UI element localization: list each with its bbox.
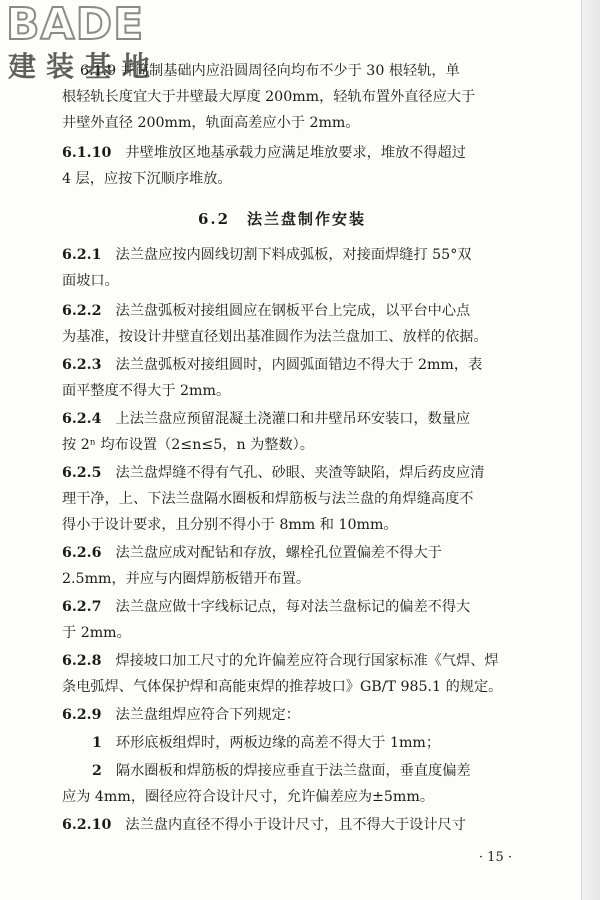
item-text: 环形底板组焊时，两板边缘的高差不得大于 1mm； — [115, 735, 441, 751]
clause-text: 法兰盘组焊应符合下列规定： — [115, 707, 300, 723]
clause-6-2-10 — [62, 816, 548, 835]
text-line: 按 2ⁿ 均布设置（2≤n≤5，n 为整数）。 — [62, 437, 314, 453]
text-line: 理干净，上、下法兰盘隔水圈板和焊筋板与法兰盘的角焊缝高度不 — [62, 491, 474, 507]
clause-text: 上法兰盘应预留混凝土浇灌口和井壁吊环安装口，数量应 — [115, 411, 471, 427]
clause-number: 6.2.2 — [62, 303, 102, 319]
text-line: 4 层，应按下沉顺序堆放。 — [62, 171, 232, 187]
list-item — [92, 734, 548, 753]
clause-number: 6.2.8 — [62, 653, 102, 669]
text-line: 面坡口。 — [62, 273, 119, 289]
text-line: 得小于设计要求，且分别不得小于 8mm 和 10mm。 — [62, 517, 398, 533]
text-line: 井壁外直径 200mm，轨面高差应小于 2mm。 — [62, 115, 360, 131]
clause-number: 6.2.4 — [62, 411, 102, 427]
clause-6-2-3 — [62, 356, 548, 375]
page-edge — [581, 0, 600, 900]
clause-number: 6.2.6 — [62, 545, 102, 561]
clause-number: 6.2.5 — [62, 465, 102, 481]
text-line: 条电弧焊、气体保护焊和高能束焊的推荐坡口》GB/T 985.1 的规定。 — [62, 679, 503, 695]
list-item — [92, 762, 548, 781]
clause-text: 法兰盘弧板对接组圆时，内圆弧面错边不得大于 2mm，表 — [115, 357, 483, 373]
text-line: 为基准，按设计井壁直径划出基准圆作为法兰盘加工、放样的依据。 — [62, 329, 488, 345]
clause-6-1-10 — [62, 144, 548, 163]
clause-6-2-7 — [62, 598, 548, 617]
clause-number: 6.2.1 — [62, 247, 102, 263]
clause-number: 6.2.7 — [62, 599, 102, 615]
watermark-logo — [6, 0, 176, 96]
clause-number: 6.2.3 — [62, 357, 102, 373]
item-number: 2 — [92, 763, 102, 779]
item-text: 隔水圈板和焊筋板的焊接应垂直于法兰盘面，垂直度偏差 — [115, 763, 471, 779]
clause-text: 法兰盘应按内圆线切割下料成弧板，对接面焊缝打 55°双 — [115, 247, 472, 263]
text-line: 于 2mm。 — [62, 625, 131, 641]
clause-6-2-8 — [62, 652, 548, 671]
section-heading: 6.2 法兰盘制作安装 — [197, 210, 367, 228]
page-number: · 15 · — [478, 850, 512, 865]
clause-text: 法兰盘焊缝不得有气孔、砂眼、夹渣等缺陷，焊后药皮应清 — [115, 465, 485, 481]
clause-number: 6.1.10 — [62, 145, 112, 161]
text-line: 2.5mm，并应与内圈焊筋板错开布置。 — [62, 571, 311, 587]
clause-text: 焊接坡口加工尺寸的允许偏差应符合现行国家标准《气焊、焊 — [115, 653, 499, 669]
clause-text: 法兰盘弧板对接组圆应在钢板平台上完成，以平台中心点 — [115, 303, 471, 319]
clause-6-2-1 — [62, 246, 548, 265]
item-number: 1 — [92, 735, 102, 751]
clause-number: 6.2.9 — [62, 707, 102, 723]
text-line: 面平整度不得大于 2mm。 — [62, 383, 231, 399]
clause-text: 法兰盘应做十字线标记点，每对法兰盘标记的偏差不得大 — [115, 599, 471, 615]
clause-text: 井壁堆放区地基承载力应满足堆放要求，堆放不得超过 — [125, 145, 466, 161]
text-line: 6.1.9 井筒制基础内应沿圆周径向均布不少于 30 根轻轨，单 — [80, 63, 460, 79]
clause-text: 法兰盘应成对配钻和存放，螺栓孔位置偏差不得大于 — [115, 545, 442, 561]
logo-sub-text: 建装基地 — [8, 50, 161, 83]
clause-6-2-2 — [62, 302, 548, 321]
logo-brand-text: BADE — [6, 0, 145, 50]
clause-number: 6.2.10 — [62, 817, 112, 833]
clause-6-2-6 — [62, 544, 548, 563]
clause-6-2-9 — [62, 706, 548, 725]
text-line: 应为 4mm，圈径应符合设计尺寸，允许偏差应为±5mm。 — [62, 789, 435, 805]
clause-text: 法兰盘内直径不得小于设计尺寸，且不得大于设计尺寸 — [125, 817, 466, 833]
clause-6-2-4 — [62, 410, 548, 429]
clause-6-2-5 — [62, 464, 548, 483]
text-line: 根轻轨长度宜大于井壁最大厚度 200mm，轻轨布置外直径应大于 — [62, 89, 476, 105]
